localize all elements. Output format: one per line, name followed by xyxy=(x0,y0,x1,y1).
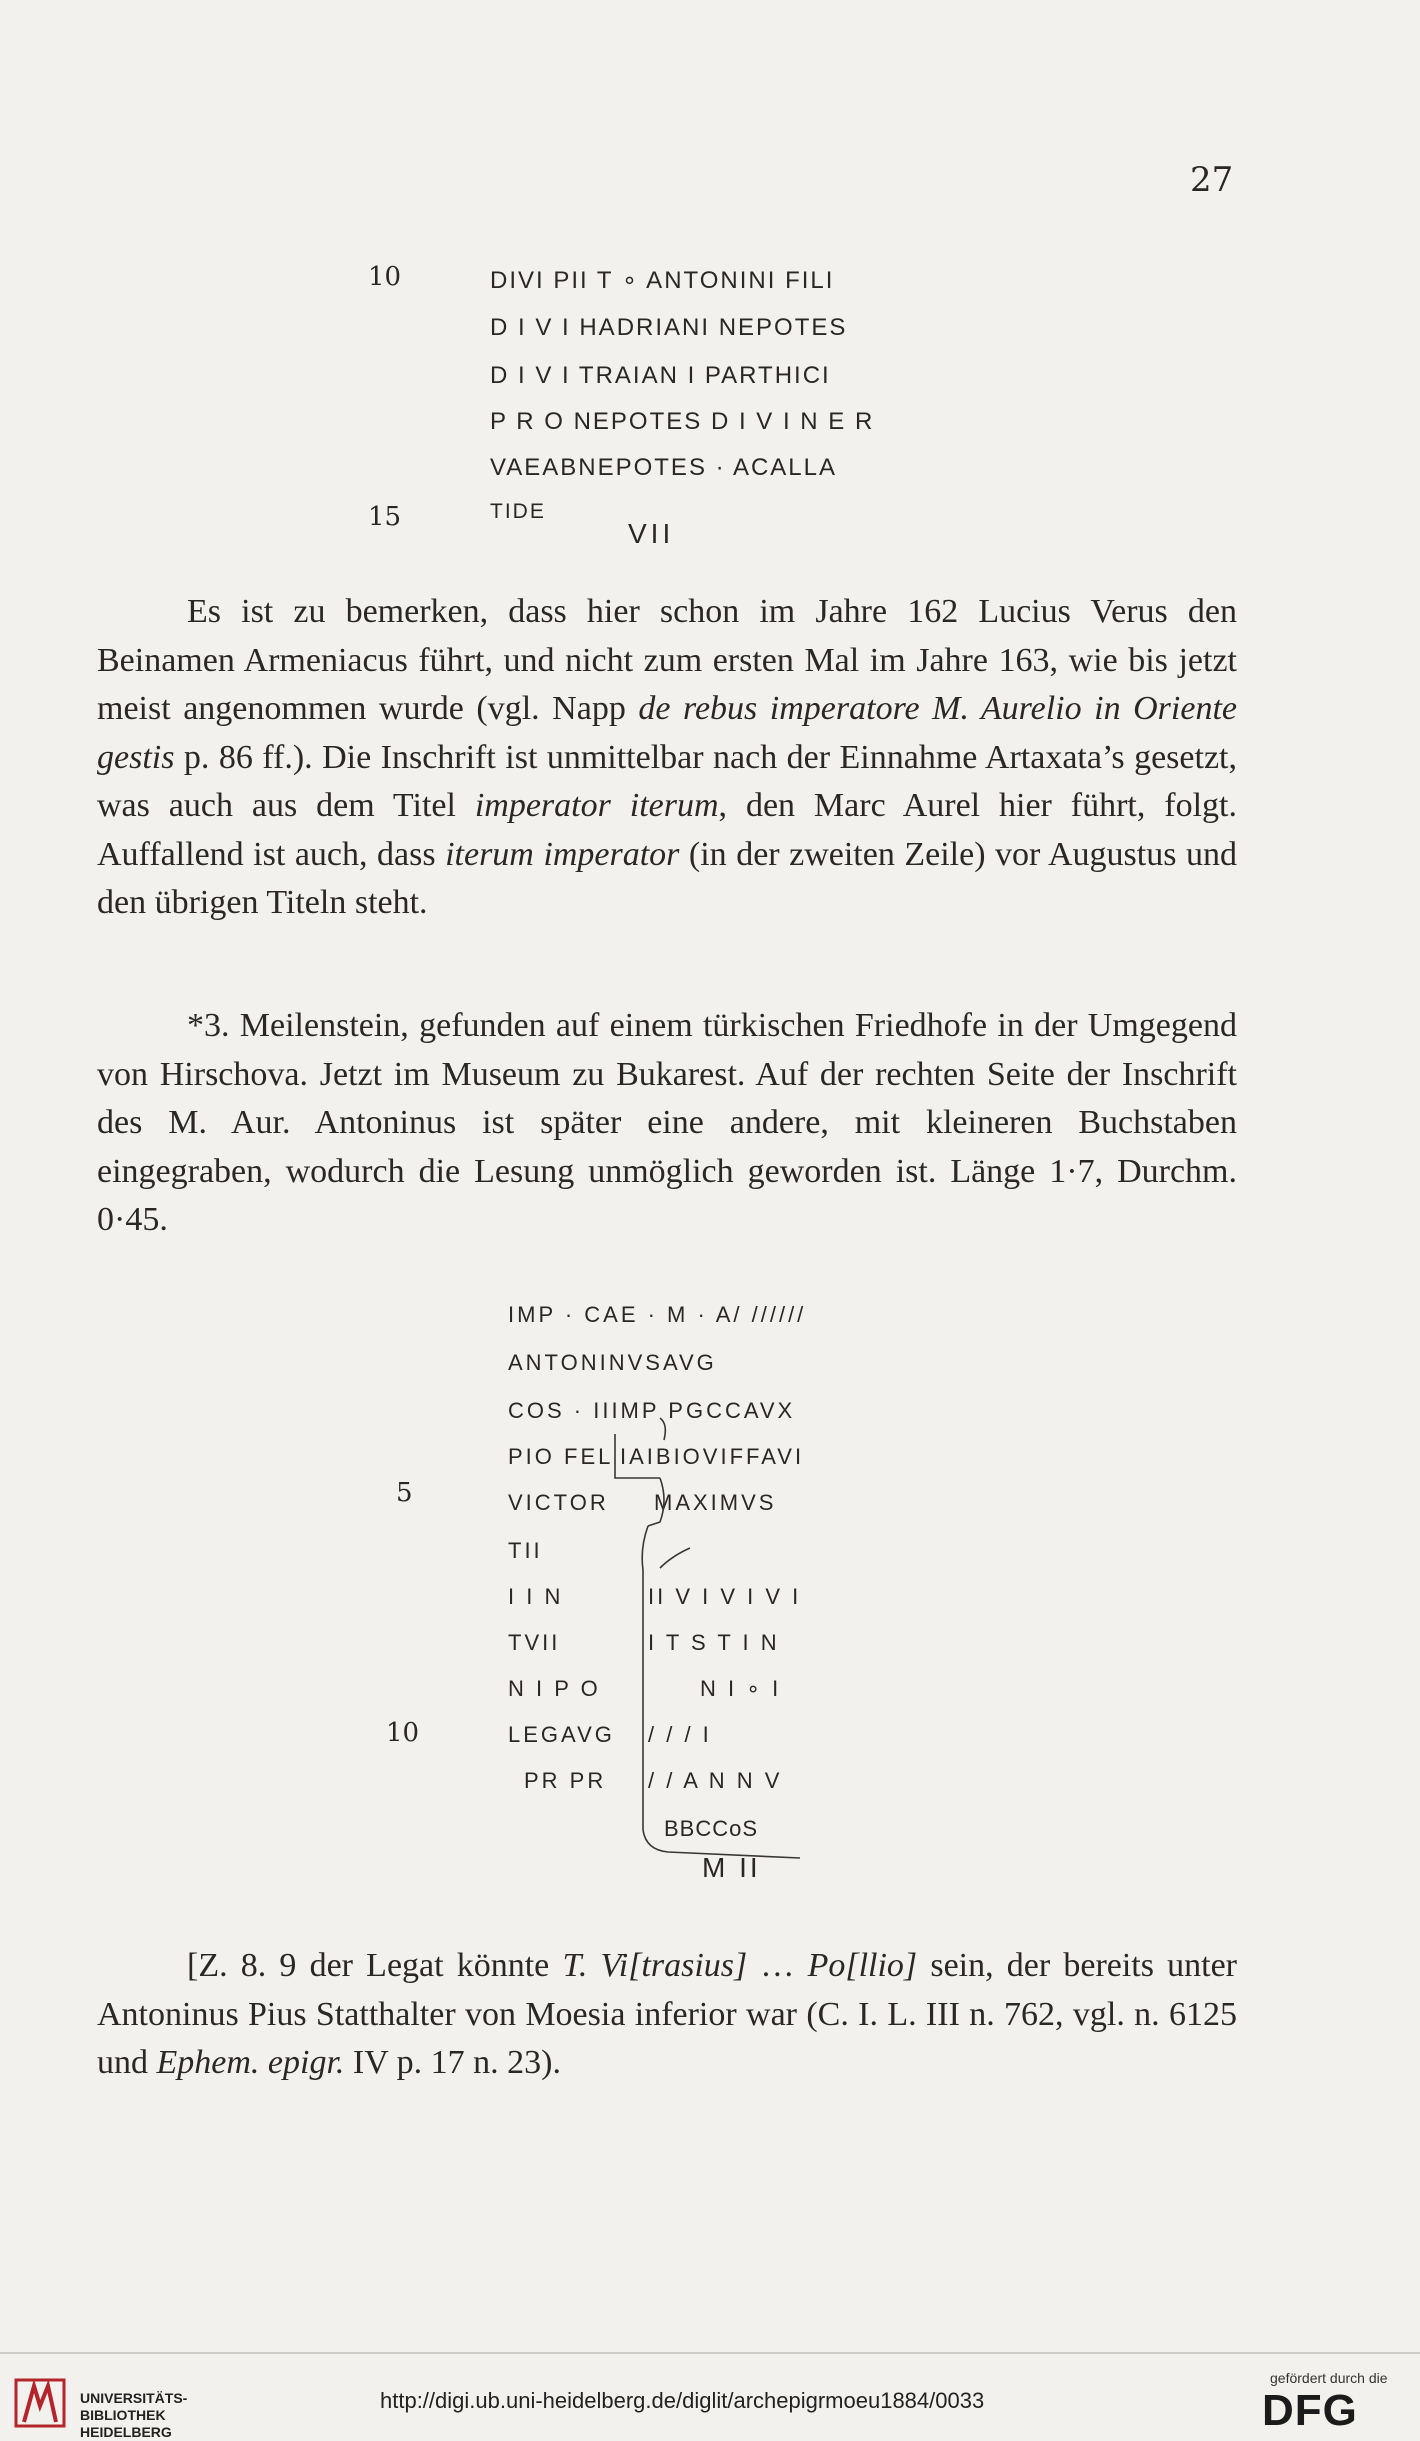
inscription-line: IMP · CAE · M · A/ ////// xyxy=(508,1302,807,1327)
inscription-fragment: II V I V I V I xyxy=(648,1584,802,1609)
inscription-line: D I V I HADRIANI NEPOTES xyxy=(490,314,848,341)
break-line xyxy=(642,1526,800,1858)
italic-phrase: imperator iterum xyxy=(474,787,719,824)
source-url-link[interactable]: http://digi.ub.uni-heidelberg.de/diglit/archepigrmoeu1884/0033 xyxy=(380,2388,985,2413)
text-run: , den Marc Aurel hier führt, folgt. Auffallend ist auch, dass xyxy=(97,787,1237,873)
inscription-fragment: BBCCoS xyxy=(664,1816,759,1841)
italic-name: T. Vi[trasius] xyxy=(562,1947,748,1984)
library-name-line: HEIDELBERG xyxy=(80,2424,172,2440)
inscription-footer: VII xyxy=(628,518,675,549)
inscription-line: TIDE xyxy=(490,500,546,523)
italic-title: de rebus imperatore M. Aurelio in Oriente gestis xyxy=(97,690,1237,776)
university-logo-icon xyxy=(14,2378,70,2430)
text-run: sein, der bereits unter Antoninus Pius Statthalter von Moesia inferior war (C. I. L. III n. 762, vgl. n. 6125 und xyxy=(97,1947,1238,2081)
inscription-line: TVII xyxy=(508,1630,561,1655)
text-run: *3. Meilenstein, gefunden auf einem türkischen Friedhofe in der Umgegend von Hirschova. Jetzt im Museum zu Bukarest. Auf der rechten Seite der Inschrift des M. Aur. Antoninus ist später eine andere, mit kleineren Buchstaben eingegraben, wodurch die Lesung unmöglich geworden ist. Länge 1·7, Durchm. 0·45. xyxy=(97,1007,1237,1238)
text-run: … xyxy=(747,1947,808,1984)
text-run: (in der zweiten Zeile) vor Augustus und den übrigen Titeln steht. xyxy=(97,835,1237,921)
inscription-fragment: N I ∘ I xyxy=(700,1676,782,1701)
funded-by-label: gefördert durch die xyxy=(1270,2370,1388,2386)
inscription-fragment: / / / I xyxy=(648,1722,712,1747)
footer-divider xyxy=(0,2352,1420,2354)
paragraph-3 xyxy=(97,1942,1237,2088)
inscription-line: DIVI PII T ∘ ANTONINI FILI xyxy=(490,267,835,294)
library-name-line: UNIVERSITÄTS- xyxy=(80,2390,188,2406)
library-name xyxy=(80,2390,187,2441)
line-number: 10 xyxy=(368,262,402,292)
line-number: 15 xyxy=(368,502,402,532)
inscription-line: VICTOR xyxy=(508,1490,609,1515)
library-name-line: BIBLIOTHEK xyxy=(80,2407,166,2423)
dfg-logo: DFG xyxy=(1262,2386,1358,2435)
inscription-footer: M II xyxy=(702,1852,761,1883)
inscription-fragment: MAXIMVS xyxy=(654,1490,777,1515)
inscription-line: D I V I TRAIAN I PARTHICI xyxy=(490,362,831,389)
break-line xyxy=(660,1548,690,1568)
italic-name: Po[llio] xyxy=(807,1947,918,1984)
line-number: 5 xyxy=(396,1478,413,1508)
text-run: p. 86 ff.). Die Inschrift ist unmittelbar nach der Einnahme Artaxata’s gesetzt, was auch aus dem Titel xyxy=(97,738,1237,824)
inscription-line: N I P O xyxy=(508,1676,601,1701)
inscription-line: ANTONINVSAVG xyxy=(508,1350,717,1375)
italic-phrase: iterum imperator xyxy=(445,835,680,873)
text-run: Es ist zu bemerken, dass hier schon im Jahre 162 Lucius Verus den Beinamen Armeniacus führt, und nicht zum ersten Mal im Jahre 163, wie bis jetzt meist angenommen wurde (vgl. Napp xyxy=(97,593,1237,727)
page-number: 27 xyxy=(1190,160,1234,200)
inscription-fragment: I T S T I N xyxy=(648,1630,780,1655)
line-number: 10 xyxy=(386,1718,420,1748)
break-line xyxy=(660,1418,665,1440)
inscription-line: LEGAVG xyxy=(508,1722,615,1747)
inscription-line: TII xyxy=(508,1538,543,1563)
break-line xyxy=(648,1478,664,1526)
inscription-line: COS · IIIMP PGCCAVX xyxy=(508,1398,796,1423)
inscription-line: I I N xyxy=(508,1584,564,1609)
italic-title: Ephem. epigr. xyxy=(156,2044,345,2081)
text-run: IV p. 17 n. 23). xyxy=(344,2044,562,2081)
inscription-line: P R O NEPOTES D I V I N E R xyxy=(490,408,875,435)
inscription-fragment: / / A N N V xyxy=(648,1768,783,1793)
inscription-line: VAEABNEPOTES · ACALLA xyxy=(490,454,838,481)
inscription-line: PIO FEL xyxy=(508,1444,614,1469)
inscription-fragment: IAIBIOVIFFAVI xyxy=(620,1444,805,1469)
inscription-line: PR PR xyxy=(524,1768,607,1793)
text-run: [Z. 8. 9 der Legat könnte xyxy=(187,1947,563,1984)
break-line xyxy=(615,1434,660,1478)
